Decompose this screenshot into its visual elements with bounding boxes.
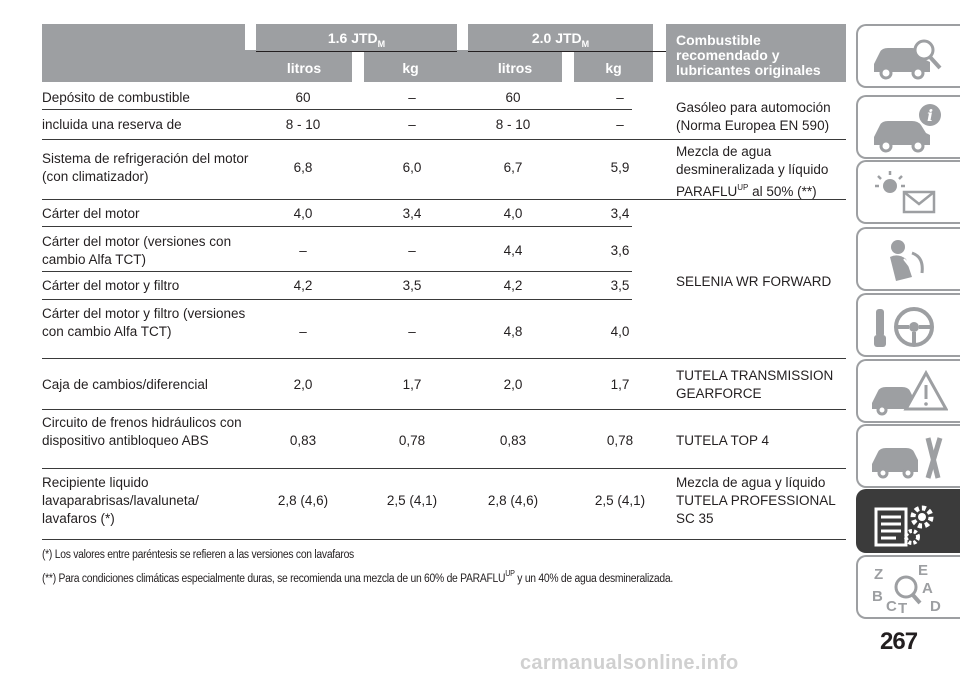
- table-row-label: Circuito de frenos hidráulicos con dispositivo antibloqueo ABS: [42, 415, 242, 448]
- table-cell: 0,78: [398, 433, 426, 448]
- sidebar-tab-starting-driving[interactable]: [856, 293, 960, 357]
- svg-text:A: A: [922, 580, 933, 597]
- fuel-washer: Mezcla de agua y líquido TUTELA PROFESSIONAL SC 35: [676, 475, 836, 526]
- table-row-label: Depósito de combustible: [42, 90, 190, 105]
- table-cell: 2,5 (4,1): [594, 493, 646, 508]
- header-divider: [562, 52, 574, 82]
- warning-light-message-icon: [868, 166, 948, 222]
- table-cell: 3,4: [402, 206, 422, 221]
- car-service-tools-icon: [868, 430, 948, 486]
- col-kg-1: kg: [402, 60, 419, 76]
- table-row-label: Cárter del motor y filtro: [42, 278, 180, 293]
- svg-text:i: i: [926, 106, 934, 125]
- table-cell: 8 - 10: [495, 117, 531, 132]
- table-cell: 4,0: [293, 206, 313, 221]
- table-row-label: Sistema de refrigeración del motor (con climatizador): [42, 151, 249, 184]
- alphabetical-index-icon: [868, 561, 948, 617]
- table-cell: 3,5: [610, 278, 630, 293]
- table-cell: 3,6: [610, 243, 630, 258]
- table-row-label: Cárter del motor (versiones con cambio Alfa TCT): [42, 234, 232, 267]
- table-row-label: incluida una reserva de: [42, 117, 182, 132]
- table-cell: 2,0: [503, 377, 523, 392]
- header-divider: [245, 24, 256, 50]
- table-cell: 2,0: [293, 377, 313, 392]
- table-cell: 0,83: [499, 433, 527, 448]
- table-cell: 0,83: [289, 433, 317, 448]
- table-cell: 1,7: [402, 377, 422, 392]
- car-search-icon: [868, 30, 948, 86]
- table-cell: –: [616, 117, 624, 132]
- table-cell: 4,0: [610, 324, 630, 339]
- table-cell: 2,8 (4,6): [487, 493, 539, 508]
- engine-2-0-header: 2.0 $JTD_M$: [531, 30, 590, 49]
- table-row-label: Cárter del motor: [42, 206, 140, 221]
- row-divider: [42, 468, 846, 469]
- table-cell: 60: [505, 90, 521, 105]
- table-cell: –: [408, 324, 416, 339]
- row-divider: [42, 409, 846, 410]
- svg-text:E: E: [918, 562, 929, 579]
- table-cell: –: [616, 90, 624, 105]
- footnote-coolant: (**) Para condiciones climáticas especialmente duras, se recomienda una mezcla de un 60% de $PARAFLU^{UP}$ y un 40% de agua desmineralizada.: [42, 569, 673, 585]
- svg-text:B: B: [872, 588, 883, 605]
- table-cell: 2,8 (4,6): [277, 493, 329, 508]
- table-cell: 1,7: [610, 377, 630, 392]
- car-info-icon: [868, 101, 948, 157]
- table-cell: 0,78: [606, 433, 634, 448]
- header-divider: [457, 24, 468, 50]
- svg-text:Z: Z: [874, 566, 884, 583]
- table-cell: –: [299, 243, 307, 258]
- airbag-seat-icon: [868, 233, 948, 289]
- col-fuel-header: Combustible recomendado y lubricantes originales: [676, 32, 821, 78]
- fuel-diesel: Gasóleo para automoción (Norma Europea EN 590): [676, 100, 831, 133]
- engine-1-6-header: 1.6 $JTD_M$: [327, 30, 386, 49]
- table-cell: 8 - 10: [285, 117, 321, 132]
- table-cell: –: [408, 90, 416, 105]
- sidebar-tab-warning-lights[interactable]: [856, 160, 960, 224]
- row-divider: [42, 299, 632, 300]
- table-cell: –: [408, 243, 416, 258]
- fuel-gearbox: TUTELA TRANSMISSION GEARFORCE: [676, 368, 834, 401]
- sidebar-tab-car-info[interactable]: [856, 95, 960, 159]
- table-cell: 6,0: [402, 160, 422, 175]
- svg-text:T: T: [898, 600, 908, 617]
- row-divider: [42, 199, 846, 200]
- key-steering-wheel-icon: [868, 299, 948, 355]
- row-divider: [42, 139, 846, 140]
- table-cell: 4,8: [503, 324, 523, 339]
- table-cell: 4,0: [503, 206, 523, 221]
- table-cell: 6,7: [503, 160, 523, 175]
- table-row-label: Caja de cambios/diferencial: [42, 377, 208, 392]
- sidebar-tab-emergency[interactable]: [856, 359, 960, 423]
- sidebar-tab-safety[interactable]: [856, 227, 960, 291]
- row-divider: [42, 226, 632, 227]
- row-divider: [42, 271, 632, 272]
- row-divider: [42, 358, 846, 359]
- col-litros-2: litros: [497, 60, 533, 76]
- table-cell: 4,4: [503, 243, 523, 258]
- table-cell: –: [408, 117, 416, 132]
- footnote-headlamp: (*) Los valores entre paréntesis se refieren a las versiones con lavafaros: [42, 549, 354, 561]
- svg-text:C: C: [886, 598, 897, 615]
- table-cell: 3,4: [610, 206, 630, 221]
- col-kg-2: kg: [605, 60, 622, 76]
- table-cell: 4,2: [293, 278, 313, 293]
- table-cell: 5,9: [610, 160, 630, 175]
- svg-text:D: D: [930, 598, 941, 615]
- specifications-gear-icon: [868, 495, 948, 551]
- col-litros-1: litros: [286, 60, 322, 76]
- fuel-coolant: Mezcla de agua desmineralizada y líquido $PARAFLU^{UP}$ al 50% (**): [676, 144, 829, 199]
- header-divider: [352, 52, 364, 82]
- row-divider: [42, 109, 632, 110]
- sidebar-tab-car-search[interactable]: [856, 24, 960, 88]
- table-cell: –: [299, 324, 307, 339]
- sidebar-tab-maintenance[interactable]: [856, 424, 960, 488]
- sidebar-tab-index[interactable]: [856, 555, 960, 619]
- table-row-label: Cárter del motor y filtro (versiones con cambio Alfa TCT): [42, 306, 246, 339]
- table-cell: 2,5 (4,1): [386, 493, 438, 508]
- table-row-label: Recipiente liquido lavaparabrisas/lavaluneta/ lavafaros (*): [42, 475, 199, 526]
- watermark: carmanualsonline.info: [520, 652, 739, 674]
- row-divider: [42, 539, 846, 540]
- table-cell: 3,5: [402, 278, 422, 293]
- fuel-brakes: TUTELA TOP 4: [676, 433, 770, 448]
- sidebar-tab-specifications[interactable]: [856, 489, 960, 553]
- fuel-engine-oil: SELENIA WR FORWARD: [676, 274, 832, 289]
- table-cell: 4,2: [503, 278, 523, 293]
- page-number: 267: [880, 628, 918, 655]
- car-crash-warning-icon: [868, 365, 948, 421]
- table-cell: 60: [295, 90, 311, 105]
- header-divider: [653, 24, 666, 82]
- table-cell: 6,8: [293, 160, 313, 175]
